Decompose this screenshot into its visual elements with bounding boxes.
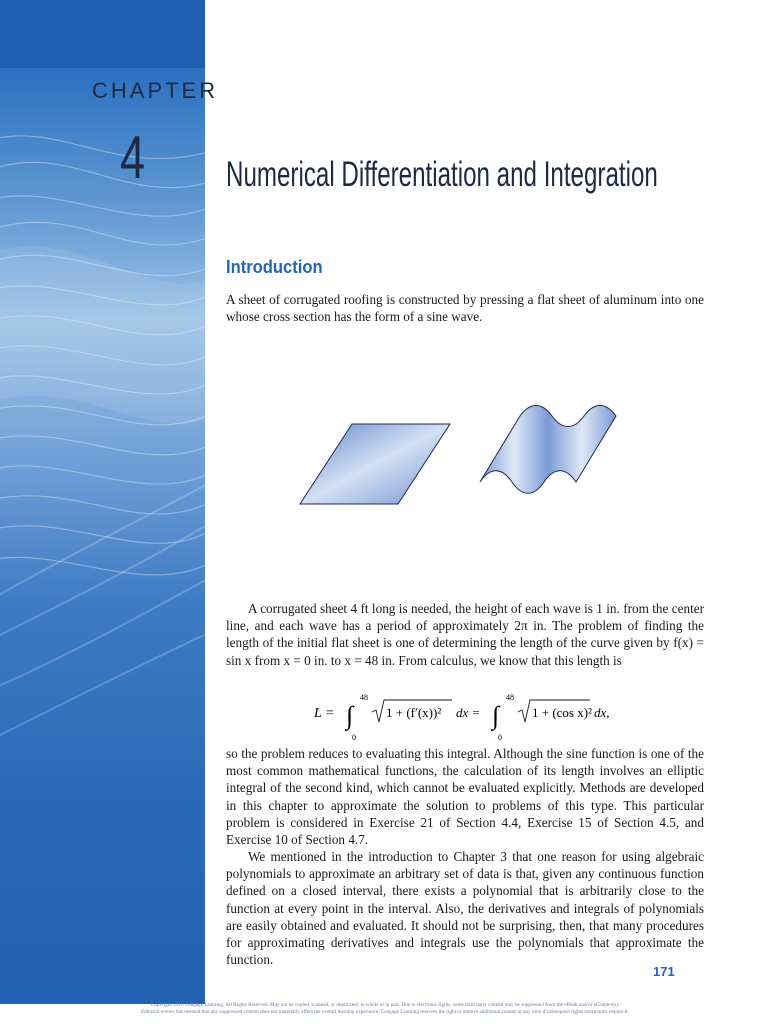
chapter-number: 4 bbox=[120, 124, 146, 191]
intro-paragraph: A sheet of corrugated roofing is constructed by pressing a flat sheet of aluminum into one whose cross section has the form of a sine wave. bbox=[226, 292, 704, 325]
sidebar-top-block bbox=[0, 0, 205, 68]
reduces-paragraph: so the problem reduces to evaluating this integral. Although the sine function is one of the most common mathematical functions, the calculation of its length involves an elliptic integral of the second kind, which cannot be evaluated explicitly. Methods are developed in this chapter to approximate the solution to problems of this type. This particular problem is considered in Exercise 21 of Section 4.4, Exercise 15 of Section 4.5, and Exercise 10 of Section 4.7. bbox=[226, 746, 704, 848]
arc-length-equation bbox=[300, 688, 710, 744]
section-heading: Introduction bbox=[226, 257, 323, 277]
eq-lower-2: 0 bbox=[498, 733, 502, 742]
eq-integrand-2: 1 + (cos x)² bbox=[532, 705, 592, 720]
footer-line-1: Copyright 2010 Cengage Learning. All Rights Reserved. May not be copied, scanned, or duplicated, in whole or in part. Due to electronic rights, some third party content may be suppressed from the eBook and/or eChapter(s). bbox=[150, 1002, 620, 1008]
eq-dx-2: dx, bbox=[594, 705, 610, 720]
flat-sheet bbox=[300, 424, 450, 504]
integral-sign: ∫ bbox=[346, 701, 354, 730]
copyright-footer bbox=[40, 1002, 730, 1016]
chapter-title: Numerical Differentiation and Integration bbox=[226, 155, 658, 194]
eq-upper-1: 48 bbox=[360, 693, 368, 702]
corrugated-sheet bbox=[480, 406, 616, 494]
mentioned-paragraph: We mentioned in the introduction to Chapter 3 that one reason for using algebraic polynomials to approximate an arbitrary set of data is that, given any continuous function defined on a closed interval, there exists a polynomial that is arbitrarily close to the function at every point in the interval. Also, the derivatives and integrals of polynomials are easily obtained and evaluated. It should not be surprising, then, that many procedures for approximating derivatives and integrals use the polynomials that approximate the function. bbox=[226, 849, 704, 968]
sidebar-wave-art bbox=[0, 0, 205, 1004]
eq-upper-2: 48 bbox=[506, 693, 514, 702]
decorative-sidebar bbox=[0, 0, 205, 1004]
eq-integrand-1: 1 + (f′(x))² bbox=[386, 705, 442, 720]
integral-sign-2: ∫ bbox=[492, 701, 500, 730]
sheet-paragraph: A corrugated sheet 4 ft long is needed, the height of each wave is 1 in. from the center line, and each wave has a period of approximately 2π in. The problem of finding the length of the initial flat sheet is one of determining the length of the curve given by f(x) = sin x from x = 0 in. to x = 48 in. From calculus, we know that this length is bbox=[226, 601, 704, 668]
eq-lower-1: 0 bbox=[352, 733, 356, 742]
roofing-figure bbox=[290, 402, 620, 512]
eq-lhs: L = bbox=[314, 706, 335, 721]
footer-line-2: Editorial review has deemed that any suppressed content does not materially affect the overall learning experience. Cengage Learning reserves the right to remove additional content at any time if subsequent rights restrictions require it. bbox=[141, 1009, 629, 1015]
chapter-label: CHAPTER bbox=[92, 78, 219, 103]
page-number: 171 bbox=[653, 964, 675, 979]
eq-dx-1: dx = bbox=[456, 705, 481, 720]
